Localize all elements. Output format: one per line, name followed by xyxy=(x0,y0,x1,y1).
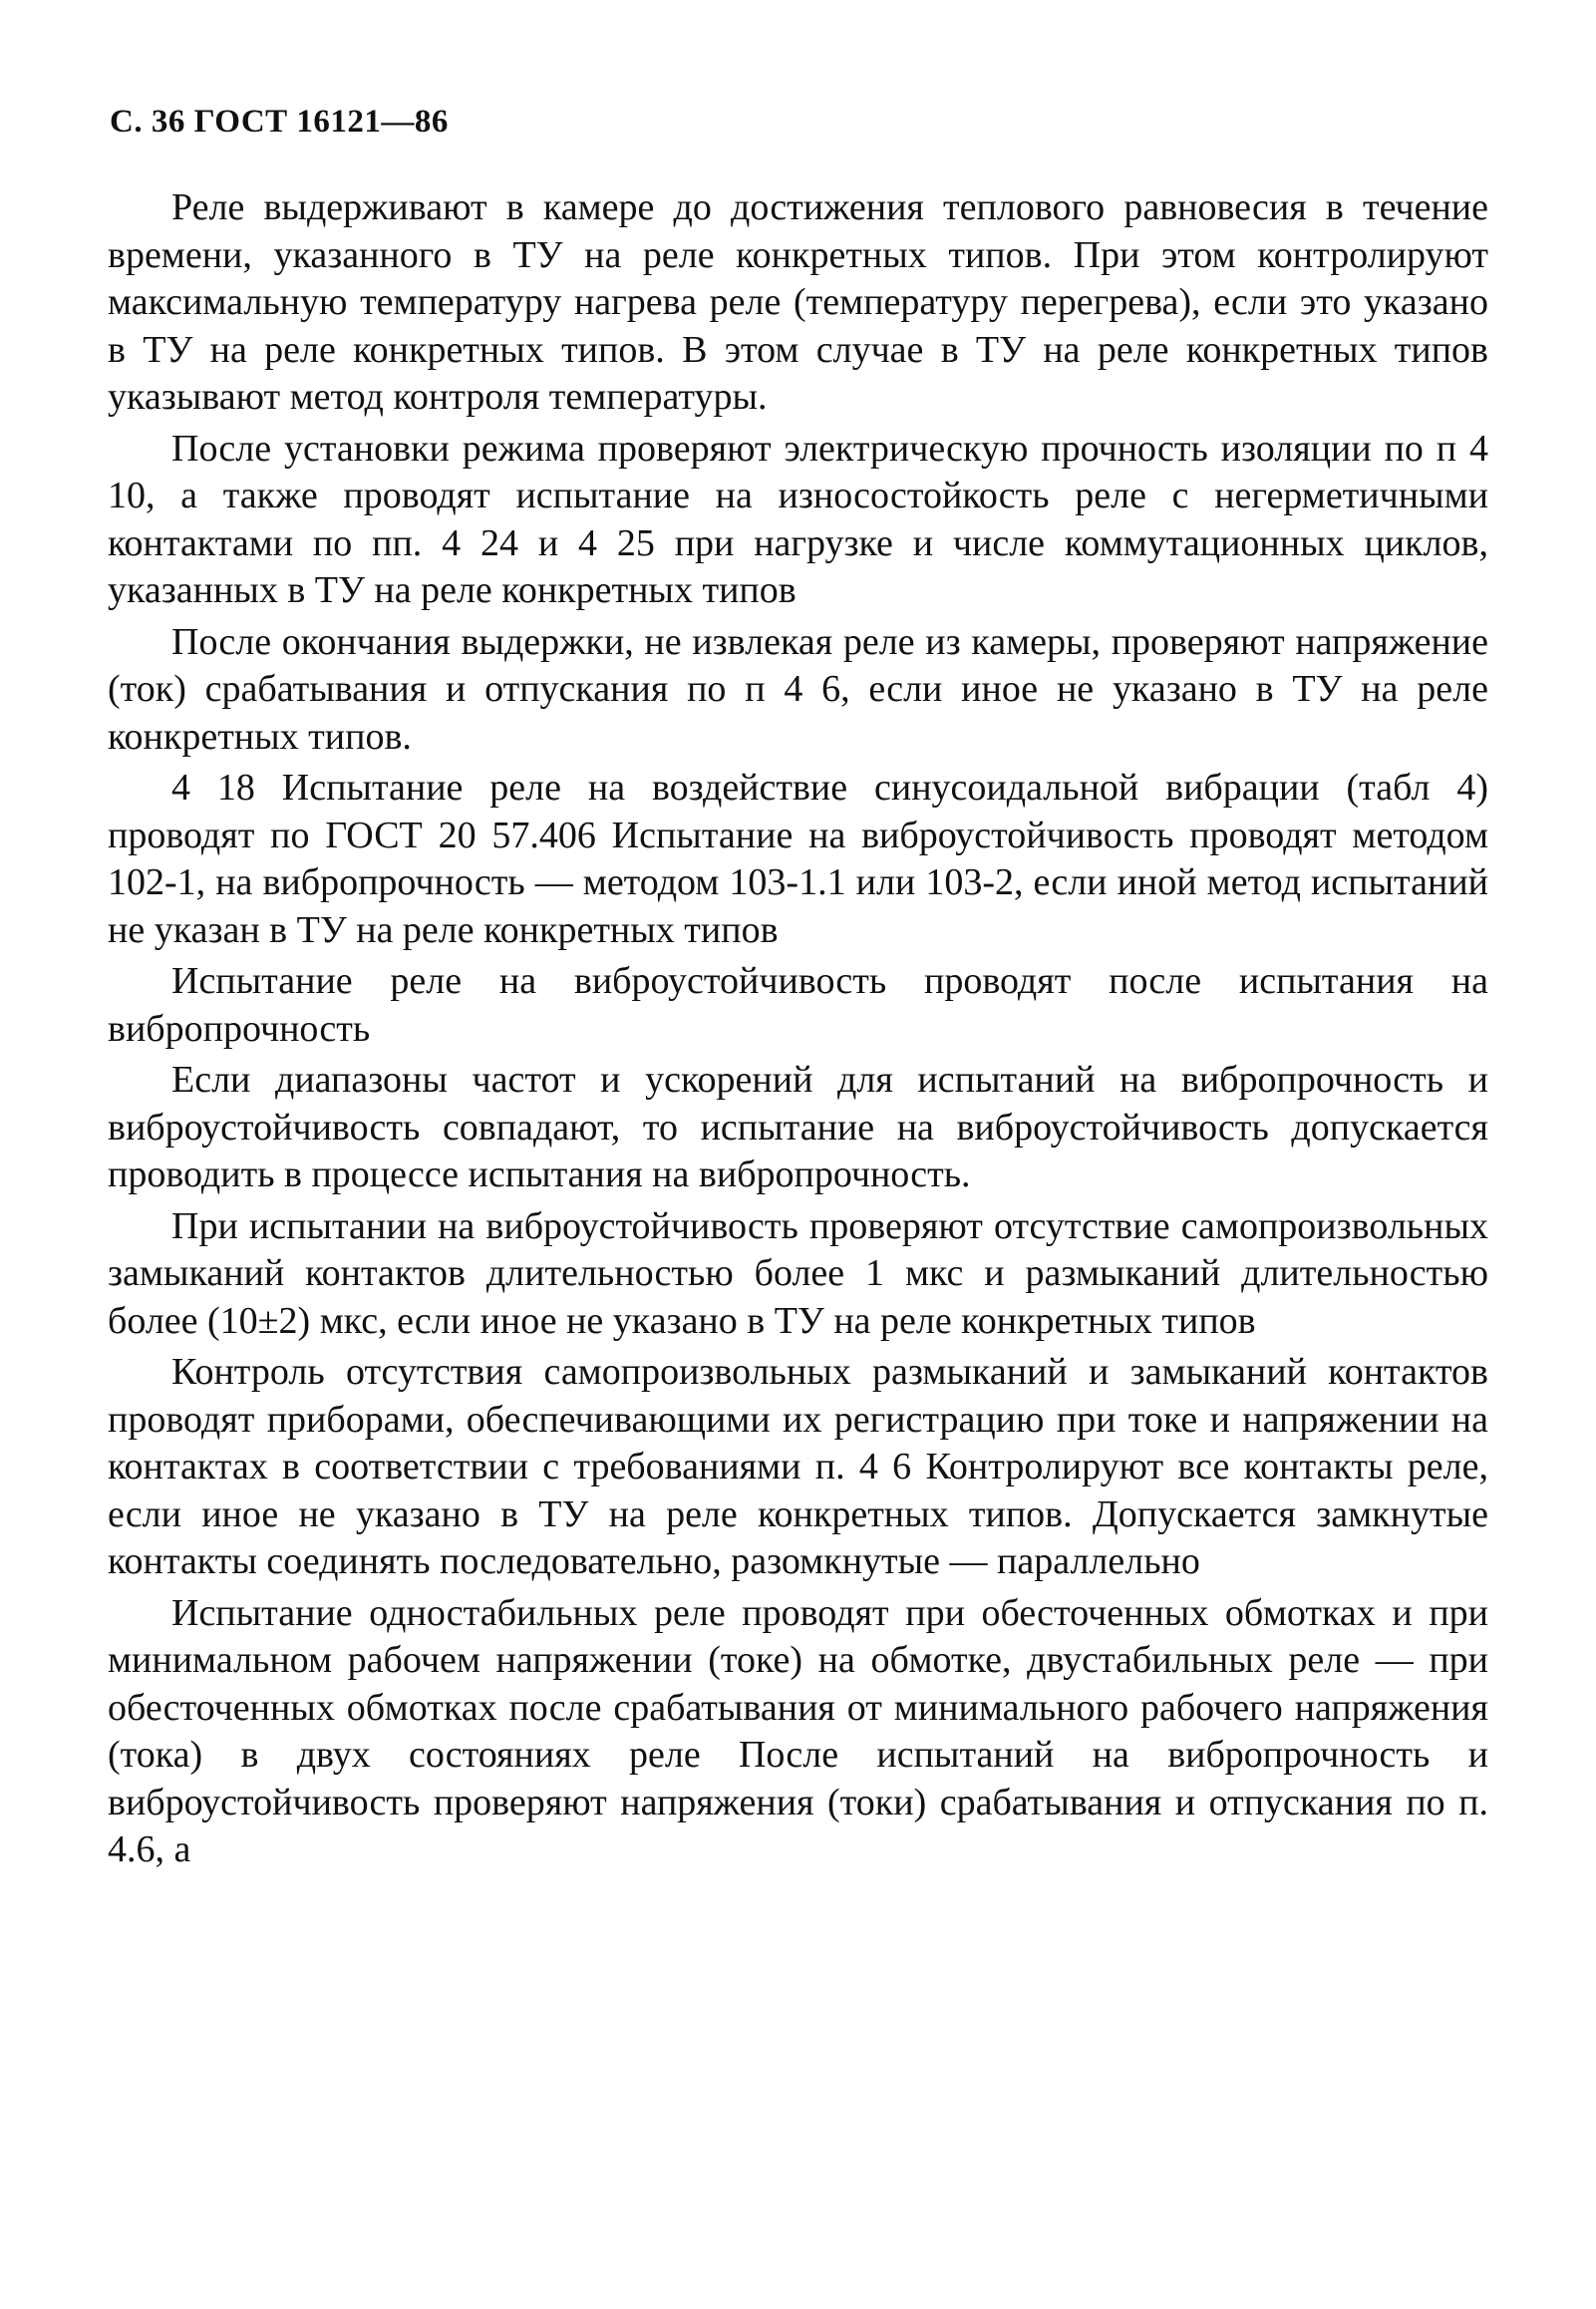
paragraph: После установки режима проверяют электрическую прочность изоляции по п 4 10, а также проводят испытание на износостойкость реле с негерметичными контактами по пп. 4 24 и 4 25 при нагрузке и числе коммутационных циклов, указанных в ТУ на реле конкретных типов xyxy=(108,427,1488,611)
paragraph: Испытание реле на виброустойчивость проводят после испытания на вибропрочность xyxy=(108,960,1488,1050)
paragraph: Реле выдерживают в камере до достижения теплового равновесия в течение времени, указанного в ТУ на реле конкретных типов. При этом контролируют максимальную температуру нагрева реле (температуру перегрева), если это указано в ТУ на реле конкретных типов. В этом случае в ТУ на реле конкретных типов указывают метод контроля температуры. xyxy=(108,186,1488,418)
paragraph: Контроль отсутствия самопроизвольных размыканий и замыканий контактов проводят приборами, обеспечивающими их регистрацию при токе и напряжении на контактах в соответствии с требованиями п. 4 6 Контролируют все контакты реле, если иное не указано в ТУ на реле конкретных типов. Допускается замкнутые контакты соединять последовательно, разомкнутые — параллельно xyxy=(108,1351,1488,1582)
paragraph: При испытании на виброустойчивость проверяют отсутствие самопроизвольных замыканий контактов длительностью более 1 мкс и размыканий длительностью более (10±2) мкс, если иное не указано в ТУ на реле конкретных типов xyxy=(108,1204,1488,1342)
paragraph: После окончания выдержки, не извлекая реле из камеры, проверяют напряжение (ток) срабатывания и отпускания по п 4 6, если иное не указано в ТУ на реле конкретных типов. xyxy=(108,620,1488,758)
document-body xyxy=(108,184,1488,1878)
page-header: С. 36 ГОСТ 16121—86 xyxy=(110,104,449,140)
paragraph: 4 18 Испытание реле на воздействие синусоидальной вибрации (табл 4) проводят по ГОСТ 20 57.406 Испытание на виброустойчивость проводят методом 102-1, на вибропрочность — методом 103-1.1 или 103-2, если иной метод испытаний не указан в ТУ на реле конкретных типов xyxy=(108,767,1488,951)
paragraph: Испытание одностабильных реле проводят при обесточенных обмотках и при минимальном рабочем напряжении (токе) на обмотке, двустабильных реле — при обесточенных обмотках после срабатывания от минимального рабочего напряжения (тока) в двух состояниях реле После испытаний на вибропрочность и виброустойчивость проверяют напряжения (токи) срабатывания и отпускания по п. 4.6, а xyxy=(108,1591,1488,1870)
paragraph: Если диапазоны частот и ускорений для испытаний на вибропрочность и виброустойчивость совпадают, то испытание на виброустойчивость допускается проводить в процессе испытания на вибропрочность. xyxy=(108,1059,1488,1195)
